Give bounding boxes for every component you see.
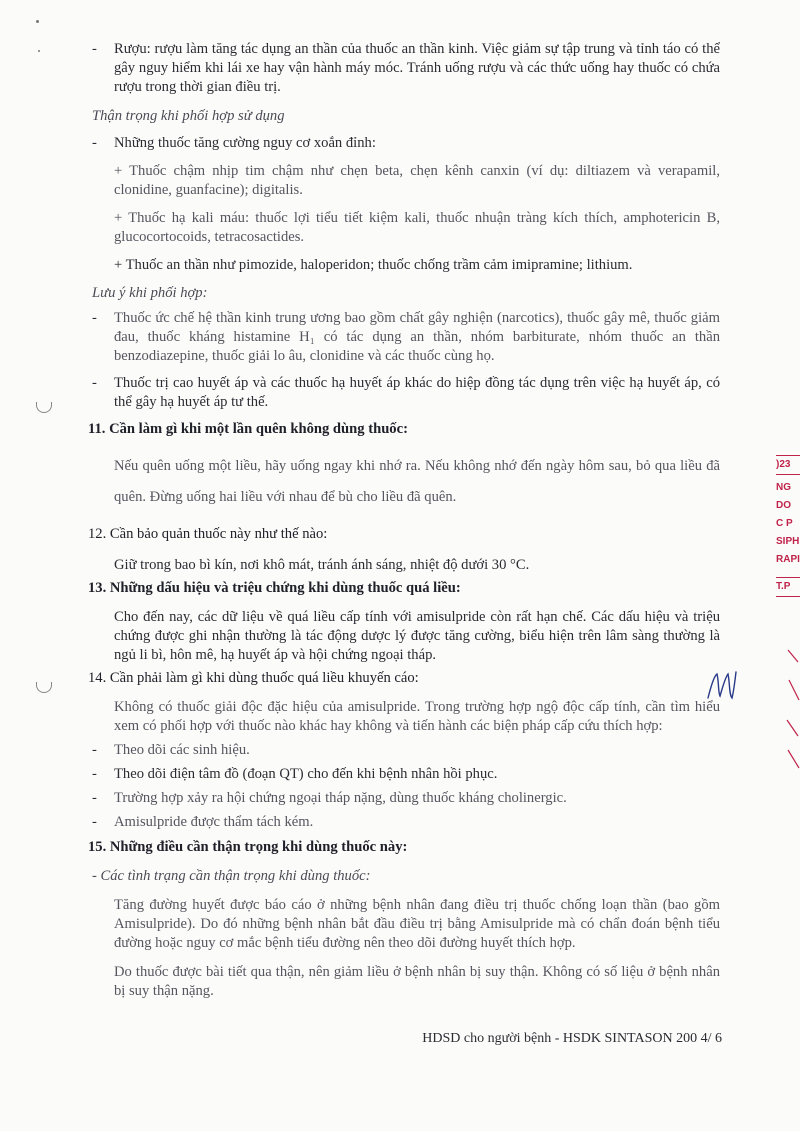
punch-hole-mark bbox=[36, 402, 52, 413]
section-15-renal-text: Do thuốc được bài tiết qua thận, nên giảm liều ở bệnh nhân bị suy thận. Không có số liệu ở bệnh nhân bị suy thận nặng. bbox=[114, 964, 720, 999]
section-15-heading: 15. Những điều cần thận trọng khi dùng thuốc này: bbox=[88, 839, 408, 855]
bullet-text: Rượu: rượu làm tăng tác dụng an thần của thuốc an thần kinh. Việc giảm sự tập trung và tỉnh táo có thể gây nguy hiểm khi lái xe hay vận hành máy móc. Tránh uống rượu và các thức uống hay thuốc có chứa rượu trong thời gian điều trị. bbox=[114, 41, 720, 95]
bullet-mark: - bbox=[92, 310, 97, 326]
subheading-combination-notes: Lưu ý khi phối hợp: bbox=[92, 285, 208, 301]
document-body bbox=[88, 40, 720, 1001]
stamp-line: C P bbox=[776, 518, 793, 529]
section-15-hyperglycemia-text: Tăng đường huyết được báo cáo ở những bệnh nhân đang điều trị thuốc chống loạn thần (bao gồm Amisulpride). Do đó những bệnh nhân bắt đầu điều trị bằng Amisulpride mà có chẩn đoán bệnh tiểu đường hoặc nguy cơ mắc bệnh tiểu đường nên theo dõi đường huyết thích hợp. bbox=[114, 897, 720, 951]
bullet-text: Theo dõi điện tâm đồ (đoạn QT) cho đến khi bệnh nhân hồi phục. bbox=[114, 766, 498, 782]
bullet-text: Thuốc ức chế hệ thần kinh trung ương bao gồm chất gây nghiện (narcotics), thuốc gây mê, thuốc giảm đau, thuốc kháng histamine H₁ có tác dụng an thần, nhóm barbiturate, nhóm thuốc an thần benzodiazepine, thuốc giải lo âu, clonidine và các thuốc cùng họ. bbox=[114, 310, 720, 364]
bullet-torsades bbox=[92, 134, 720, 153]
section-11-heading: 11. Cần làm gì khi một lần quên không dùng thuốc: bbox=[88, 421, 408, 437]
bullet-mark: - bbox=[92, 375, 97, 391]
stamp-line: T.P bbox=[776, 577, 800, 597]
red-stamp-fragment bbox=[776, 455, 800, 597]
bullet-extrapyramidal bbox=[92, 789, 720, 808]
subheading-combination-caution: Thận trọng khi phối hợp sử dụng bbox=[92, 108, 285, 124]
section-14-heading: 14. Cần phải làm gì khi dùng thuốc quá liều khuyến cáo: bbox=[88, 670, 419, 686]
plus-item-bradycardia: + Thuốc chậm nhịp tim chậm như chẹn beta, chẹn kênh canxin (ví dụ: diltiazem và verapamil, clonidine, guanfacine); digitalis. bbox=[114, 163, 720, 198]
section-12-heading: 12. Cần bảo quản thuốc này như thế nào: bbox=[88, 526, 328, 542]
bullet-text: Thuốc trị cao huyết áp và các thuốc hạ huyết áp khác do hiệp đồng tác dụng trên việc hạ huyết áp, có thể gây hạ huyết áp tư thế. bbox=[114, 375, 720, 410]
bullet-vital-signs bbox=[92, 741, 720, 760]
section-13-text: Cho đến nay, các dữ liệu về quá liều cấp tính với amisulpride còn rất hạn chế. Các dấu hiệu và triệu chứng được ghi nhận thường là tác động dược lý được tăng cường, biểu hiện trên lâm sàng thường là ngủ li bì, hôn mê, hạ huyết áp và hội chứng ngoại tháp. bbox=[114, 609, 720, 663]
bullet-text: Theo dõi các sinh hiệu. bbox=[114, 742, 250, 758]
plus-item-hypokalemia: + Thuốc hạ kali máu: thuốc lợi tiểu tiết kiệm kali, thuốc nhuận tràng kích thích, amphotericin B, glucocortocoids, tetracosactides. bbox=[114, 210, 720, 245]
bullet-text: Amisulpride được thẩm tách kém. bbox=[114, 814, 314, 830]
punch-hole-mark bbox=[36, 682, 52, 693]
stamp-line: RAPI bbox=[776, 554, 800, 565]
section-15-subheading: - Các tình trạng cần thận trọng khi dùng thuốc: bbox=[92, 868, 371, 884]
bullet-mark: - bbox=[92, 790, 97, 806]
stamp-line: DO bbox=[776, 500, 791, 511]
bullet-alcohol bbox=[92, 40, 720, 97]
bullet-cns-depressants bbox=[92, 309, 720, 366]
plus-item-sedatives: + Thuốc an thần như pimozide, haloperidon; thuốc chống trầm cảm imipramine; lithium. bbox=[114, 257, 633, 273]
page-footer: HDSD cho người bệnh - HSDK SINTASON 200 4/ 6 bbox=[422, 1031, 722, 1046]
section-12-text: Giữ trong bao bì kín, nơi khô mát, tránh ánh sáng, nhiệt độ dưới 30 °C. bbox=[114, 557, 530, 573]
bullet-antihypertensives bbox=[92, 374, 720, 412]
bullet-text: Những thuốc tăng cường nguy cơ xoắn đỉnh: bbox=[114, 135, 376, 151]
scan-speck bbox=[36, 20, 39, 23]
bullet-mark: - bbox=[92, 135, 97, 151]
section-14-text: Không có thuốc giải độc đặc hiệu của amisulpride. Trong trường hợp ngộ độc cấp tính, cần tìm hiểu xem có phối hợp với thuốc nào khác hay không và tiến hành các biện pháp cấp cứu thích hợp: bbox=[114, 699, 720, 734]
bullet-text: Trường hợp xảy ra hội chứng ngoại tháp nặng, dùng thuốc kháng cholinergic. bbox=[114, 790, 567, 806]
bullet-ecg bbox=[92, 765, 720, 784]
bullet-dialysis bbox=[92, 813, 720, 832]
section-11-text: Nếu quên uống một liều, hãy uống ngay khi nhớ ra. Nếu không nhớ đến ngày hôm sau, bỏ qua liều đã quên. Đừng uống hai liều với nhau để bù cho liều đã quên. bbox=[114, 458, 720, 505]
section-13-heading: 13. Những dấu hiệu và triệu chứng khi dùng thuốc quá liều: bbox=[88, 580, 461, 596]
stamp-line: NG bbox=[776, 482, 791, 493]
stamp-line: SIPH bbox=[776, 536, 800, 547]
stamp-edge-marks bbox=[786, 640, 800, 780]
stamp-line: )23 bbox=[776, 455, 800, 475]
bullet-mark: - bbox=[92, 814, 97, 830]
bullet-mark: - bbox=[92, 742, 97, 758]
handwritten-initials bbox=[705, 668, 739, 704]
bullet-mark: - bbox=[92, 766, 97, 782]
bullet-mark: - bbox=[92, 41, 97, 57]
scan-speck bbox=[38, 50, 40, 52]
